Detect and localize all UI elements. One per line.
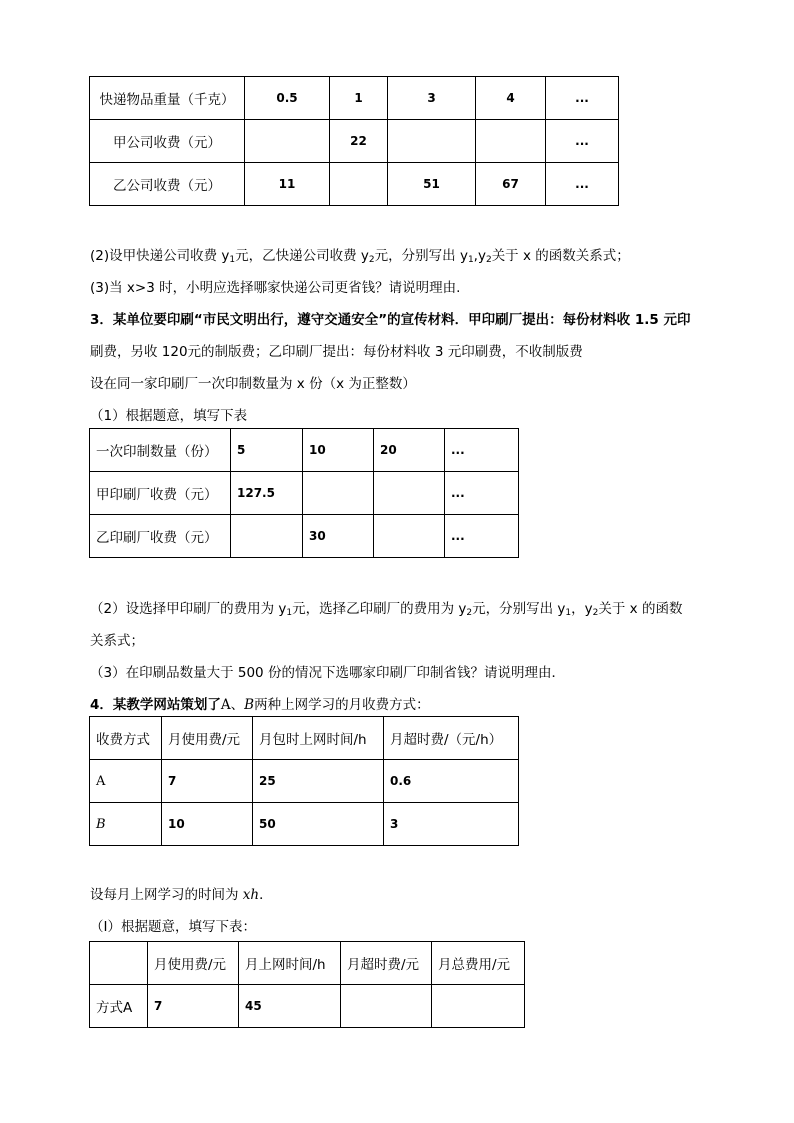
- subscript: 2: [485, 255, 492, 265]
- subscript: 1: [286, 608, 293, 618]
- table-row: [90, 942, 525, 985]
- table-cell: 甲公司收费（元）: [90, 120, 245, 163]
- text: 关于 x 的函数关系式；: [491, 248, 630, 264]
- table-cell: ...: [546, 77, 619, 120]
- table-cell: [231, 515, 303, 558]
- table-cell: 月上网时间/h: [239, 942, 341, 985]
- question-3-part-3: （3）在印刷品数量大于 500 份的情况下选哪家印刷厂印制省钱？请说明理由．: [90, 665, 565, 681]
- table-cell: [330, 163, 388, 206]
- table-cell: 11: [245, 163, 330, 206]
- web-fee-table: [89, 716, 519, 846]
- table-cell: 甲印刷厂收费（元）: [90, 472, 231, 515]
- subscript: 2: [368, 255, 375, 265]
- text: 关于 x 的函数: [598, 601, 683, 617]
- question-3-line-4: （1）根据题意，填写下表: [90, 408, 248, 424]
- table-cell: 4: [476, 77, 546, 120]
- table-cell: 一次印制数量（份）: [90, 429, 231, 472]
- text: 元，分别写出 y: [472, 601, 566, 617]
- subscript: 1: [467, 255, 474, 265]
- question-2-part-3: (3)当 x>3 时，小明应选择哪家快递公司更省钱？请说明理由.: [90, 280, 461, 296]
- table-row: [90, 163, 619, 206]
- question-4-setup: [90, 883, 273, 903]
- question-4-part-1: （Ⅰ）根据题意，填写下表：: [90, 919, 256, 935]
- subscript: 2: [592, 608, 599, 618]
- question-3-line-2: 刷费，另收 120元的制版费；乙印刷厂提出：每份材料收 3 元印刷费，不收制版费: [90, 344, 583, 360]
- table-cell: 0.6: [384, 760, 519, 803]
- table-row: [90, 472, 519, 515]
- web-fee-fill-table: [89, 941, 525, 1028]
- question-3-line-1: 3．某单位要印刷“市民文明出行，遵守交通安全”的宣传材料．甲印刷厂提出：每份材料收 1.5 元印: [90, 312, 691, 328]
- table-row: [90, 515, 519, 558]
- table-row: [90, 77, 619, 120]
- table-cell: 月包时上网时间/h: [253, 717, 384, 760]
- table-cell: 0.5: [245, 77, 330, 120]
- table-cell: 30: [303, 515, 374, 558]
- table-cell: [90, 942, 148, 985]
- table-cell: 67: [476, 163, 546, 206]
- table-cell: [388, 120, 476, 163]
- text: (2)设甲快递公司收费 y: [90, 248, 230, 264]
- subscript: 2: [466, 608, 473, 618]
- table-row: [90, 803, 519, 846]
- table-cell: 7: [148, 985, 239, 1028]
- question-2-part-2: [90, 244, 630, 265]
- table-cell: 10: [303, 429, 374, 472]
- table-cell: [374, 472, 445, 515]
- text: ．: [259, 887, 273, 903]
- table-cell: 3: [388, 77, 476, 120]
- table-row: [90, 717, 519, 760]
- table-row: [90, 429, 519, 472]
- courier-fee-table: [89, 76, 619, 206]
- text: ,y: [473, 248, 486, 264]
- question-3-line-3: 设在同一家印刷厂一次印制数量为 x 份（x 为正整数）: [90, 376, 416, 392]
- table-cell: ...: [445, 429, 519, 472]
- question-3-part-2: [90, 597, 682, 618]
- table-cell: 快递物品重量（千克）: [90, 77, 245, 120]
- table-cell: 乙印刷厂收费（元）: [90, 515, 231, 558]
- table-cell: B: [90, 803, 162, 846]
- text: 元，乙快递公司收费 y: [235, 248, 369, 264]
- table-row: [90, 760, 519, 803]
- table-cell: 5: [231, 429, 303, 472]
- text: （2）设选择甲印刷厂的费用为 y: [90, 601, 287, 617]
- text: B: [244, 697, 255, 713]
- table-cell: 50: [253, 803, 384, 846]
- table-cell: 方式A: [90, 985, 148, 1028]
- text: A: [220, 697, 231, 713]
- table-cell: [303, 472, 374, 515]
- table-cell: 月使用费/元: [148, 942, 239, 985]
- question-3-part-2-cont: 关系式；: [90, 633, 144, 649]
- text: ，y: [571, 601, 593, 617]
- table-cell: ...: [445, 515, 519, 558]
- table-cell: 3: [384, 803, 519, 846]
- table-cell: ...: [546, 120, 619, 163]
- table-cell: 收费方式: [90, 717, 162, 760]
- table-cell: 51: [388, 163, 476, 206]
- table-cell: 25: [253, 760, 384, 803]
- text: h: [250, 887, 260, 903]
- table-cell: 乙公司收费（元）: [90, 163, 245, 206]
- table-cell: [374, 515, 445, 558]
- table-cell: 22: [330, 120, 388, 163]
- text: 设每月上网学习的时间为: [90, 887, 243, 903]
- question-4-intro: [90, 693, 430, 713]
- table-cell: ...: [445, 472, 519, 515]
- table-cell: A: [90, 760, 162, 803]
- table-cell: [432, 985, 525, 1028]
- table-cell: 1: [330, 77, 388, 120]
- table-cell: 45: [239, 985, 341, 1028]
- table-cell: 127.5: [231, 472, 303, 515]
- text: 两种上网学习的月收费方式：: [254, 697, 430, 713]
- table-cell: 10: [162, 803, 253, 846]
- subscript: 1: [565, 608, 572, 618]
- text: 元，分别写出 y: [374, 248, 468, 264]
- text: 4．某教学网站策划了: [90, 697, 221, 713]
- text: 、: [230, 697, 245, 713]
- table-row: [90, 120, 619, 163]
- table-cell: [245, 120, 330, 163]
- table-cell: 月总费用/元: [432, 942, 525, 985]
- text: x: [242, 887, 251, 903]
- table-row: [90, 985, 525, 1028]
- subscript: 1: [229, 255, 236, 265]
- table-cell: 7: [162, 760, 253, 803]
- table-cell: 20: [374, 429, 445, 472]
- table-cell: [476, 120, 546, 163]
- table-cell: 月超时费/元: [341, 942, 432, 985]
- table-cell: 月使用费/元: [162, 717, 253, 760]
- table-cell: ...: [546, 163, 619, 206]
- printing-fee-table: [89, 428, 519, 558]
- table-cell: 月超时费/（元/h）: [384, 717, 519, 760]
- text: 元，选择乙印刷厂的费用为 y: [292, 601, 467, 617]
- table-cell: [341, 985, 432, 1028]
